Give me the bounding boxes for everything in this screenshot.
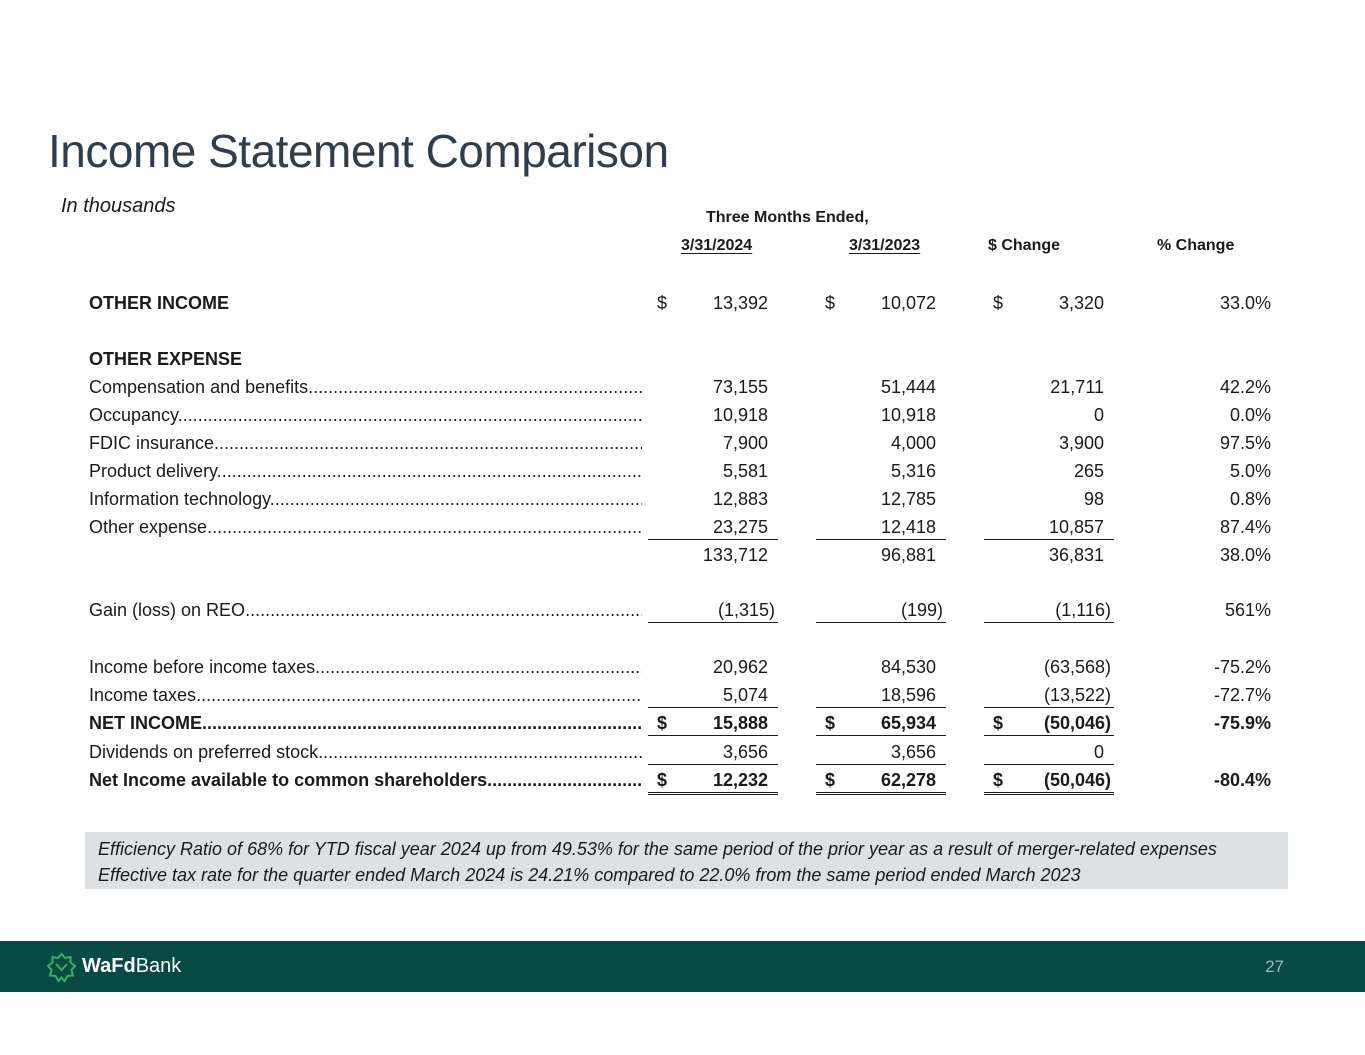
table-row-income-taxes [0, 683, 1365, 709]
table-row-product-delivery [0, 459, 1365, 485]
value-percent-change: 97.5% [1219, 433, 1271, 453]
row-label: Product delivery ..... [89, 459, 642, 483]
value-2023: 4,000 [890, 433, 936, 453]
row-label: Information technology ..... [89, 487, 642, 511]
value-2023: 10,918 [880, 405, 936, 425]
row-label: Gain (loss) on REO ..... [89, 598, 642, 622]
value-2024: 15,888 [712, 713, 768, 733]
value-percent-change: 42.2% [1219, 377, 1271, 397]
value-dollar-change: 3,900 [1058, 433, 1104, 453]
table-row-occupancy [0, 403, 1365, 429]
note-efficiency-ratio: Efficiency Ratio of 68% for YTD fiscal year 2024 up from 49.53% for the same period of the prior year as a result of merger-related expenses [98, 839, 1217, 859]
value-2024: 3,656 [722, 742, 768, 762]
value-2024: 7,900 [722, 433, 768, 453]
dollar-sign: $ [993, 293, 1004, 313]
value-2023: (199) [900, 600, 943, 620]
table-row-compensation [0, 375, 1365, 401]
section-label: OTHER EXPENSE [89, 349, 243, 369]
value-percent-change: 561% [1224, 600, 1271, 620]
value-2023: 10,072 [880, 293, 936, 313]
value-2024: (1,315) [717, 600, 775, 620]
value-percent-change: 87.4% [1219, 517, 1271, 537]
value-percent-change: 0.0% [1229, 405, 1271, 425]
table-row-net-income-common [0, 768, 1365, 794]
value-2023: 18,596 [880, 685, 936, 705]
table-row-other-income [0, 291, 1365, 317]
period-group-header: Three Months Ended, [706, 209, 869, 226]
row-label: OTHER INCOME [89, 293, 230, 313]
dollar-sign: $ [657, 293, 668, 313]
row-label: Occupancy ..... [89, 403, 642, 427]
value-2023: 96,881 [880, 545, 936, 565]
table-row-expense-total [0, 543, 1365, 569]
row-label: Income before income taxes ..... [89, 655, 642, 679]
value-dollar-change: 0 [1093, 742, 1104, 762]
row-label: Net Income available to common shareholders ..... [89, 768, 642, 792]
column-header-percent-change: % Change [1157, 237, 1235, 254]
table-row-dividends-preferred [0, 740, 1365, 766]
dollar-sign: $ [825, 770, 836, 790]
wafd-emblem-icon [46, 952, 77, 983]
value-dollar-change: 21,711 [1050, 377, 1104, 397]
table-row-income-before-taxes [0, 655, 1365, 681]
row-label: Compensation and benefits ..... [89, 375, 642, 399]
row-label: NET INCOME ..... [89, 711, 642, 735]
table-row-gain-loss-reo [0, 598, 1365, 624]
row-label: Other expense ..... [89, 515, 642, 539]
value-2024: 5,074 [722, 685, 768, 705]
dollar-sign: $ [993, 713, 1004, 733]
value-percent-change: -72.7% [1213, 685, 1271, 705]
value-dollar-change: 98 [1083, 489, 1104, 509]
value-dollar-change: 0 [1093, 405, 1104, 425]
column-header-dollar-change: $ Change [988, 237, 1061, 254]
column-header-2024: 3/31/2024 [681, 237, 753, 254]
note-effective-tax-rate: Effective tax rate for the quarter ended March 2024 is 24.21% compared to 22.0% from the same period ended March 2023 [98, 865, 1081, 885]
section-header-other-expense [0, 347, 1365, 373]
value-2024: 13,392 [712, 293, 768, 313]
value-percent-change: -80.4% [1213, 770, 1271, 790]
value-percent-change: 33.0% [1219, 293, 1271, 313]
row-label: FDIC insurance ..... [89, 431, 642, 455]
page-number: 27 [1265, 957, 1284, 976]
dollar-sign: $ [825, 293, 836, 313]
value-dollar-change: 10,857 [1048, 517, 1104, 537]
value-percent-change: -75.2% [1213, 657, 1271, 677]
value-2024: 73,155 [712, 377, 768, 397]
value-2023: 62,278 [880, 770, 936, 790]
table-row-fdic-insurance [0, 431, 1365, 457]
value-2024: 5,581 [722, 461, 768, 481]
value-2024: 10,918 [712, 405, 768, 425]
value-percent-change: -75.9% [1213, 713, 1271, 733]
value-dollar-change: (50,046) [1043, 770, 1111, 790]
units-subtitle: In thousands [61, 195, 176, 217]
value-2024: 12,232 [712, 770, 768, 790]
value-2023: 65,934 [880, 713, 936, 733]
value-dollar-change: (13,522) [1043, 685, 1111, 705]
value-2024: 20,962 [712, 657, 768, 677]
value-2023: 12,418 [880, 517, 936, 537]
value-dollar-change: (63,568) [1043, 657, 1111, 677]
page-title: Income Statement Comparison [48, 125, 669, 177]
table-row-net-income [0, 711, 1365, 737]
value-percent-change: 5.0% [1229, 461, 1271, 481]
notes-box [85, 832, 1288, 889]
value-2024: 23,275 [712, 517, 768, 537]
value-2024: 12,883 [712, 489, 768, 509]
value-dollar-change: 36,831 [1048, 545, 1104, 565]
row-label: Dividends on preferred stock ..... [89, 740, 642, 764]
dollar-sign: $ [657, 770, 668, 790]
brand-name-bold: WaFd [82, 955, 136, 977]
brand-name-regular: Bank [135, 955, 182, 977]
dollar-sign: $ [825, 713, 836, 733]
dollar-sign: $ [657, 713, 668, 733]
column-header-2023: 3/31/2023 [849, 237, 921, 254]
value-dollar-change: 3,320 [1058, 293, 1104, 313]
value-2023: 12,785 [880, 489, 936, 509]
footer-bar [0, 941, 1365, 992]
value-2023: 84,530 [880, 657, 936, 677]
value-percent-change: 0.8% [1229, 489, 1271, 509]
dollar-sign: $ [993, 770, 1004, 790]
table-row-other-expense [0, 515, 1365, 541]
row-label: Income taxes ..... [89, 683, 642, 707]
table-row-information-technology [0, 487, 1365, 513]
value-dollar-change: (50,046) [1043, 713, 1111, 733]
value-dollar-change: 265 [1073, 461, 1104, 481]
value-2023: 5,316 [890, 461, 936, 481]
value-percent-change: 38.0% [1219, 545, 1271, 565]
value-2023: 51,444 [880, 377, 936, 397]
value-dollar-change: (1,116) [1055, 600, 1111, 620]
value-2024: 133,712 [702, 545, 768, 565]
value-2023: 3,656 [890, 742, 936, 762]
